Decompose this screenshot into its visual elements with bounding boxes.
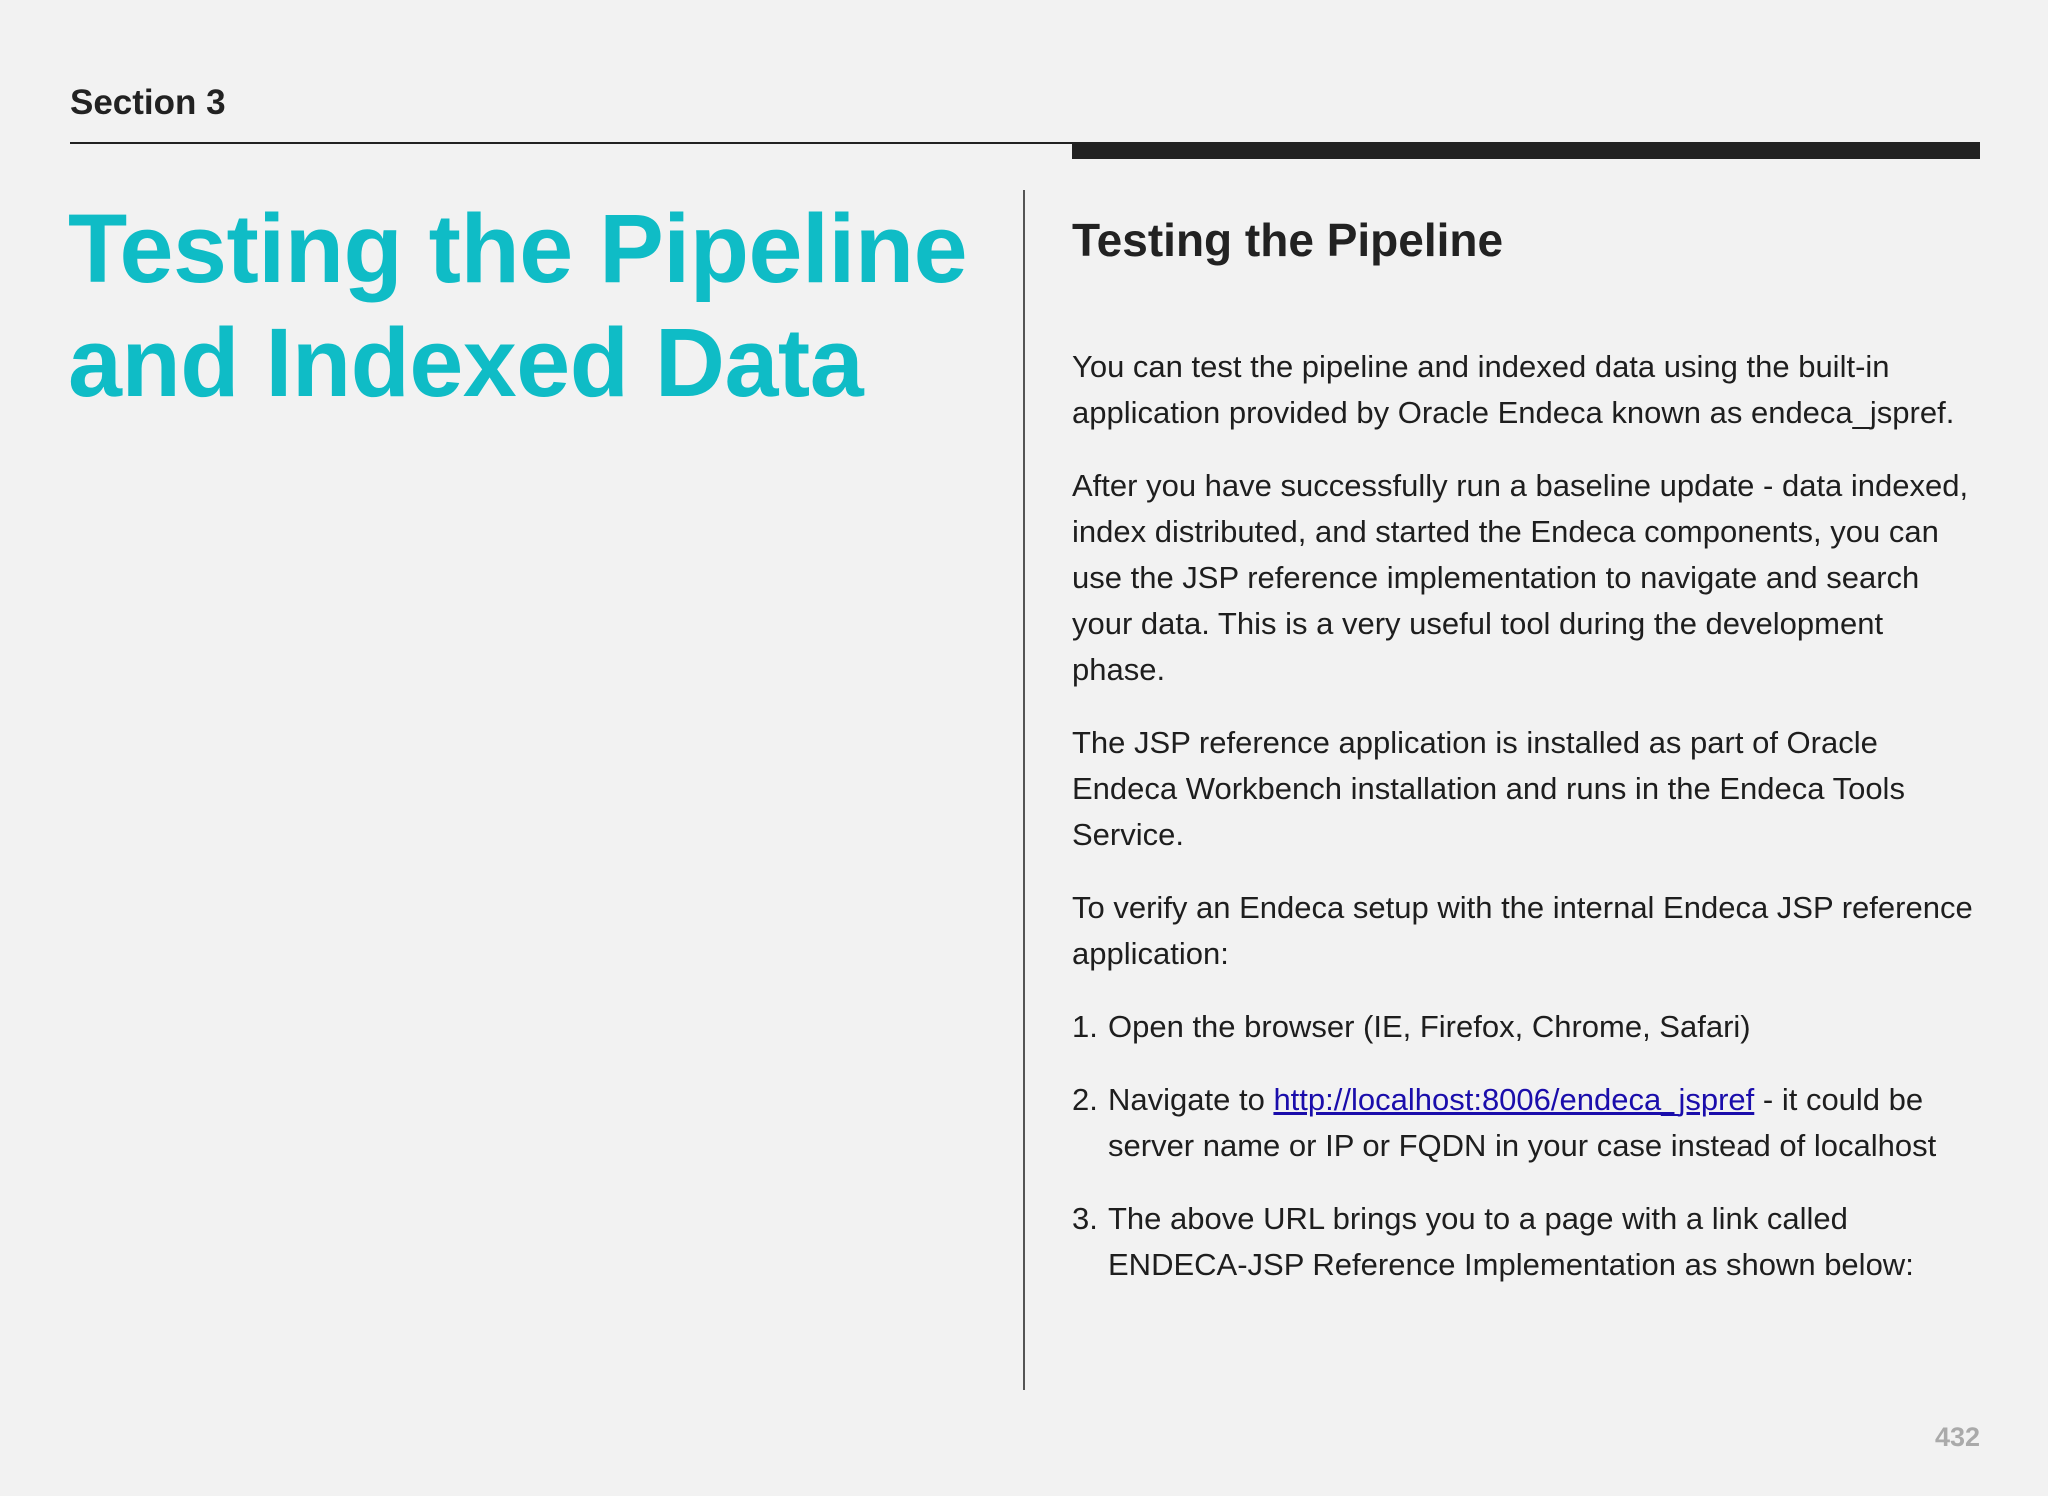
paragraph-intro: You can test the pipeline and indexed data using the built-in application provided by Oracle Endeca known as endeca_jspref. bbox=[1072, 349, 1955, 430]
content-subtitle: Testing the Pipeline bbox=[1072, 214, 1504, 266]
jspref-link[interactable]: http://localhost:8006/endeca_jspref bbox=[1273, 1082, 1755, 1117]
step-number: 2. bbox=[1072, 1082, 1098, 1117]
header-rule-thick bbox=[1072, 143, 1980, 159]
paragraph-baseline: After you have successfully run a baseline update - data indexed, index distributed, and started the Endeca components, you can use the JSP reference implementation to navigate and search your data. This is a very useful tool during the development phase. bbox=[1072, 468, 1969, 687]
step-text: Open the browser (IE, Firefox, Chrome, Safari) bbox=[1108, 1009, 1751, 1044]
step-text-before-link: Navigate to bbox=[1108, 1082, 1274, 1117]
page-title: Testing the Pipeline and Indexed Data bbox=[68, 194, 968, 417]
step-text bbox=[1108, 1077, 1982, 1169]
step-text-after-link: - it could be server name or IP or FQDN in your case instead of localhost bbox=[1108, 1082, 1937, 1163]
paragraph-verify: To verify an Endeca setup with the internal Endeca JSP reference application: bbox=[1072, 890, 1973, 971]
section-label: Section 3 bbox=[70, 83, 226, 122]
step-number: 1. bbox=[1072, 1009, 1098, 1044]
step-text: The above URL brings you to a page with a link called ENDECA-JSP Reference Implementation as shown below: bbox=[1108, 1201, 1914, 1282]
column-divider bbox=[1023, 190, 1025, 1390]
paragraph-installation: The JSP reference application is installed as part of Oracle Endeca Workbench installation and runs in the Endeca Tools Service. bbox=[1072, 725, 1905, 852]
list-item bbox=[1072, 1004, 1982, 1050]
content-column bbox=[1072, 212, 1982, 1315]
step-number: 3. bbox=[1072, 1201, 1098, 1236]
list-item bbox=[1072, 1196, 1982, 1288]
steps-list bbox=[1072, 1004, 1982, 1288]
page-number: 432 bbox=[1934, 1422, 1980, 1452]
list-item bbox=[1072, 1077, 1982, 1169]
